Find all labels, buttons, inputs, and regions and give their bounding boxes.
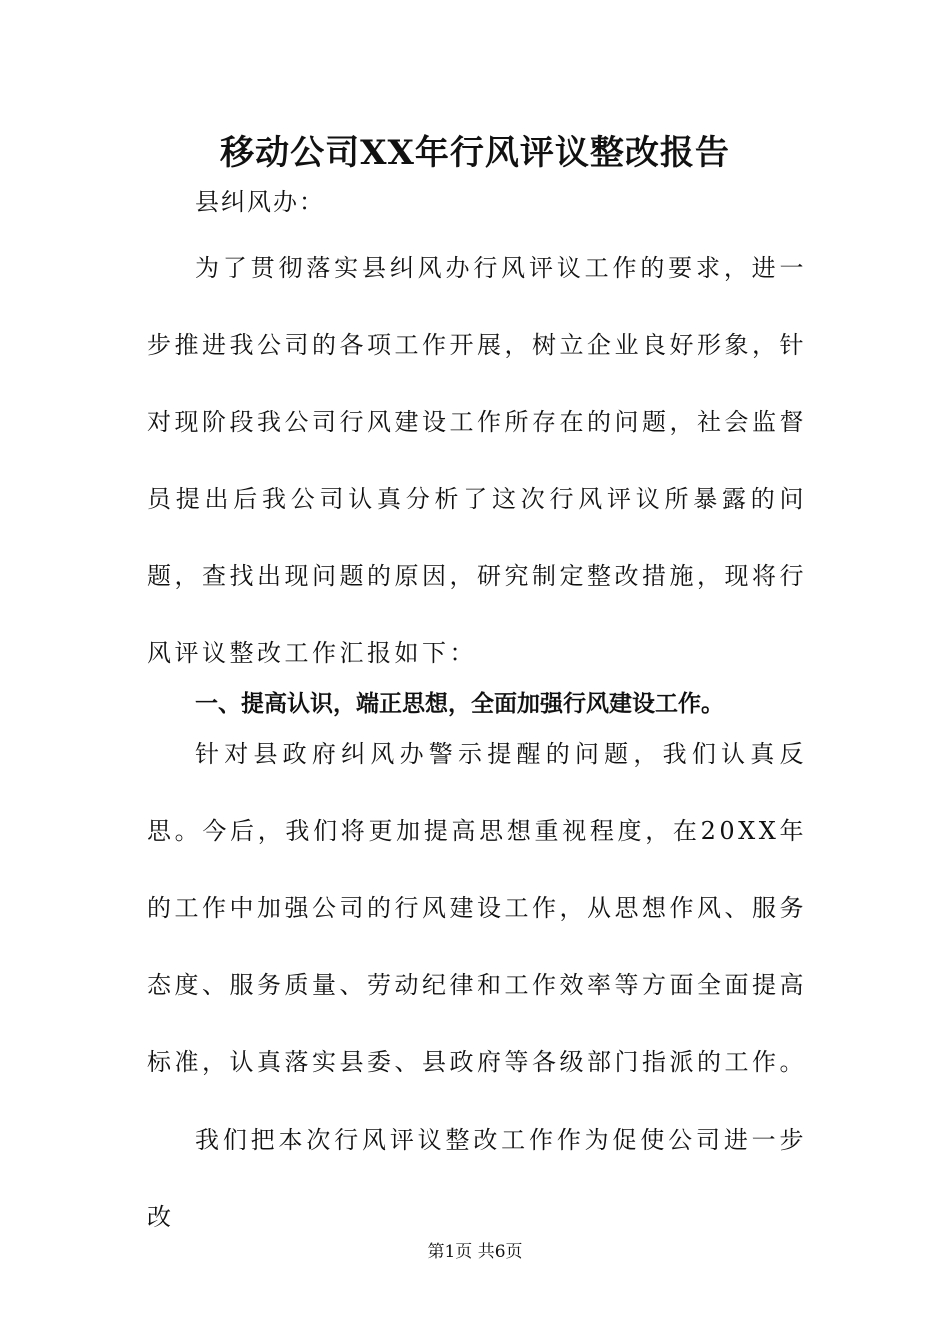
document-title: 移动公司XX年行风评议整改报告 <box>220 133 730 173</box>
paragraph-intro: 为了贯彻落实县纠风办行风评议工作的要求，进一步推进我公司的各项工作开展，树立企业良好形象，针对现阶段我公司行风建设工作所存在的问题，社会监督员提出后我公司认真分析了这次行风评议所暴露的问题，查找出现问题的原因，研究制定整改措施，现将行风评议整改工作汇报如下： <box>147 254 807 667</box>
page-number-footer: 第1页 共6页 <box>427 1242 523 1262</box>
paragraph-section-1: 针对县政府纠风办警示提醒的问题，我们认真反思。今后，我们将更加提高思想重视程度，在20XX年的工作中加强公司的行风建设工作，从思想作风、服务态度、服务质量、劳动纪律和工作效率等方面全面提高标准，认真落实县委、县政府等各级部门指派的工作。 <box>147 740 807 1076</box>
paragraph-continued: 我们把本次行风评议整改工作作为促使公司进一步改 <box>147 1126 807 1231</box>
section-heading-1: 一、提高认识，端正思想，全面加强行风建设工作。 <box>195 691 724 717</box>
salutation: 县纠风办： <box>195 188 325 216</box>
